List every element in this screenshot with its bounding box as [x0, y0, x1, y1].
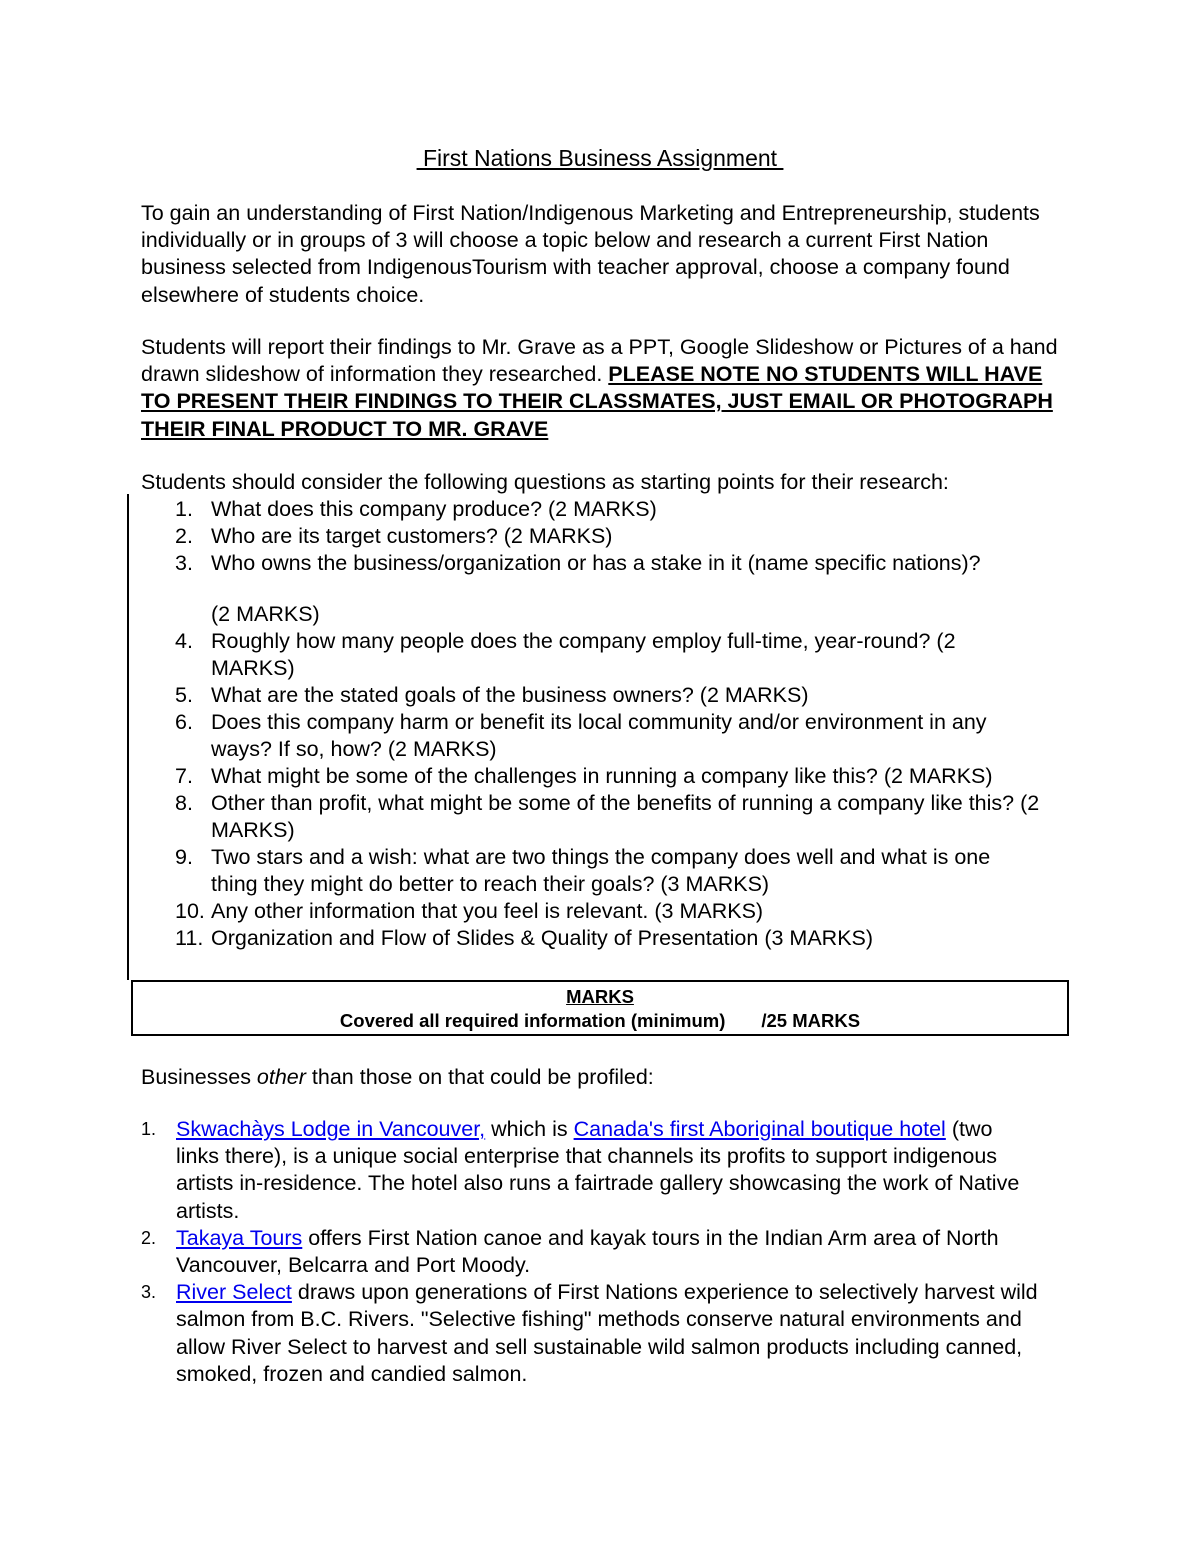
item-text: Organization and Flow of Slides & Quality of Presentation (3 MARKS)	[211, 926, 874, 950]
item-number: 1.	[175, 497, 193, 521]
report-paragraph	[141, 334, 1071, 443]
item-text-continued: (2 MARKS)	[211, 602, 320, 626]
item-number: 5.	[175, 683, 193, 707]
item-number: 10.	[175, 899, 205, 923]
skwachays-lodge-link[interactable]: Skwachàys Lodge in Vancouver,	[176, 1117, 486, 1141]
businesses-intro	[141, 1064, 1071, 1091]
item-number: 3.	[175, 551, 193, 575]
item-text: What might be some of the challenges in running a company like this? (2 MARKS)	[211, 764, 993, 788]
item-text: Does this company harm or benefit its local community and/or environment in any ways? If so, how? (2 MARKS)	[211, 710, 987, 761]
list-item	[141, 790, 1071, 844]
businesses-intro-post: than those on that could be profiled:	[305, 1065, 654, 1089]
list-item	[141, 925, 1071, 952]
marks-heading: MARKS	[566, 986, 634, 1007]
item-number: 7.	[175, 764, 193, 788]
item-text: Roughly how many people does the company employ full-time, year-round? (2 MARKS)	[211, 629, 956, 680]
list-item	[141, 844, 1071, 898]
item-text: draws upon generations of First Nations experience to selectively harvest wild salmon from B.C. Rivers. "Selective fishing" methods conserve natural environments and allow River Select to harvest and sell sustainable wild salmon products including canned, smoked, frozen and candied salmon.	[176, 1280, 1038, 1386]
item-text: What does this company produce? (2 MARKS)	[211, 497, 657, 521]
report-text: Students will report their findings to Mr. Grave as a PPT, Google Slideshow or Pictures of a hand drawn slideshow of information they researched.	[141, 335, 1058, 387]
list-item	[141, 763, 1071, 790]
page-title	[0, 143, 1200, 173]
item-number: 11.	[175, 926, 204, 950]
list-item	[141, 1279, 1071, 1388]
list-item	[141, 898, 1071, 925]
item-text: offers First Nation canoe and kayak tours in the Indian Arm area of North Vancouver, Belcarra and Port Moody.	[176, 1225, 999, 1278]
marks-table	[131, 980, 1069, 1036]
marks-line: Covered all required information (minimum) /25 MARKS	[339, 1010, 861, 1031]
item-number: 3.	[141, 1282, 157, 1303]
item-number: 9.	[175, 845, 193, 869]
item-text: What are the stated goals of the business owners? (2 MARKS)	[211, 683, 809, 707]
list-item	[141, 496, 1071, 523]
list-item	[141, 1116, 1071, 1225]
item-number: 6.	[175, 710, 193, 734]
list-item	[141, 550, 1071, 628]
item-text: Other than profit, what might be some of the benefits of running a company like this? (2 MARKS)	[211, 791, 1040, 842]
item-text: which is	[485, 1117, 574, 1141]
businesses-intro-em: other	[256, 1065, 306, 1089]
item-number: 8.	[175, 791, 193, 815]
item-text: (two links there), is a unique social enterprise that channels its profits to support indigenous artists in-residence. The hotel also runs a fairtrade gallery showcasing the work of Native artists.	[176, 1117, 1020, 1223]
list-item	[141, 628, 1071, 682]
item-text: Two stars and a wish: what are two things the company does well and what is one thing they might do better to reach their goals? (3 MARKS)	[211, 845, 991, 896]
questions-list	[141, 496, 1071, 952]
list-item	[141, 682, 1071, 709]
item-number: 1.	[141, 1119, 157, 1139]
boutique-hotel-link[interactable]: Canada's first Aboriginal boutique hotel	[573, 1117, 946, 1141]
questions-intro: Students should consider the following questions as starting points for their research:	[141, 470, 949, 494]
item-number: 4.	[175, 629, 193, 653]
intro-paragraph: To gain an understanding of First Nation/Indigenous Marketing and Entrepreneurship, students individually or in groups of 3 will choose a topic below and research a current First Nation business selected from IndigenousTourism with teacher approval, choose a company found elsewhere of students choice.	[141, 201, 1040, 307]
item-text: Any other information that you feel is relevant. (3 MARKS)	[211, 899, 764, 923]
report-note: PLEASE NOTE NO STUDENTS WILL HAVE TO PRESENT THEIR FINDINGS TO THEIR CLASSMATES, JUST EMAIL OR PHOTOGRAPH THEIR FINAL PRODUCT TO MR. GRAVE	[141, 362, 1053, 441]
river-select-link[interactable]: River Select	[176, 1280, 292, 1305]
businesses-intro-pre: Businesses	[141, 1065, 257, 1089]
takaya-tours-link[interactable]: Takaya Tours	[176, 1225, 303, 1250]
item-number: 2.	[141, 1227, 157, 1248]
title-text: First Nations Business Assignment	[416, 145, 784, 171]
list-item	[141, 523, 1071, 550]
list-item	[141, 709, 1071, 763]
margin-bar	[127, 494, 129, 980]
item-number: 2.	[175, 524, 193, 548]
businesses-list	[141, 1116, 1071, 1388]
item-text: Who owns the business/organization or has a stake in it (name specific nations)?	[211, 551, 981, 575]
list-item	[141, 1225, 1071, 1279]
item-text: Who are its target customers? (2 MARKS)	[211, 524, 613, 548]
